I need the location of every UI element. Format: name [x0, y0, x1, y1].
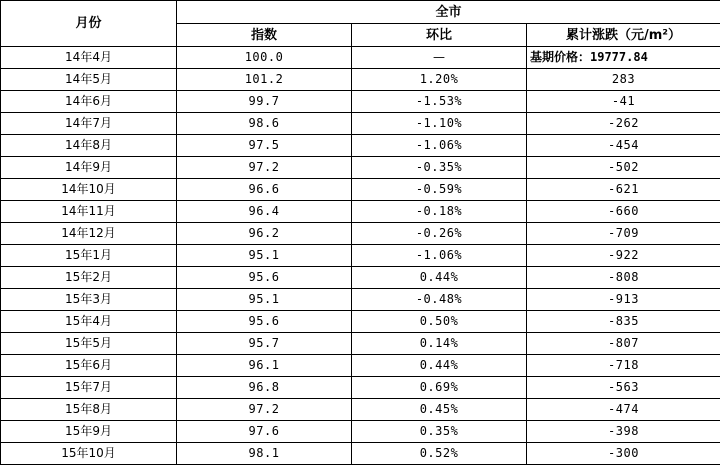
table-row	[1, 113, 720, 135]
mom-cell: -1.53%	[352, 91, 527, 113]
cumulative-cell: -474	[527, 399, 720, 421]
index-cell: 98.1	[177, 443, 352, 465]
table-row	[1, 421, 720, 443]
month-cell: 15年10月	[1, 443, 177, 465]
cumulative-column-header: 累计涨跌（元/m²）	[527, 24, 720, 47]
index-cell: 95.1	[177, 289, 352, 311]
table-row	[1, 333, 720, 355]
index-column-header: 指数	[177, 24, 352, 47]
cumulative-cell: -300	[527, 443, 720, 465]
index-cell: 100.0	[177, 47, 352, 69]
table-row	[1, 91, 720, 113]
table-row	[1, 179, 720, 201]
month-cell: 14年9月	[1, 157, 177, 179]
index-cell: 99.7	[177, 91, 352, 113]
mom-cell: 0.50%	[352, 311, 527, 333]
index-cell: 96.8	[177, 377, 352, 399]
table-row	[1, 355, 720, 377]
table-row	[1, 135, 720, 157]
header-row-top	[1, 1, 720, 24]
month-cell: 14年4月	[1, 47, 177, 69]
mom-cell: -1.10%	[352, 113, 527, 135]
index-cell: 97.6	[177, 421, 352, 443]
month-column-header: 月份	[1, 1, 177, 47]
cumulative-cell: -41	[527, 91, 720, 113]
month-cell: 15年7月	[1, 377, 177, 399]
cumulative-cell: -621	[527, 179, 720, 201]
table-row	[1, 267, 720, 289]
mom-column-header: 环比	[352, 24, 527, 47]
index-cell: 96.4	[177, 201, 352, 223]
index-cell: 96.2	[177, 223, 352, 245]
month-cell: 15年5月	[1, 333, 177, 355]
mom-cell: 0.52%	[352, 443, 527, 465]
month-cell: 15年4月	[1, 311, 177, 333]
base-price-cell: 基期价格：19777.84	[527, 47, 720, 69]
index-cell: 97.5	[177, 135, 352, 157]
mom-cell: -1.06%	[352, 135, 527, 157]
cumulative-cell: -398	[527, 421, 720, 443]
mom-cell: —	[352, 47, 527, 69]
month-cell: 14年12月	[1, 223, 177, 245]
index-cell: 95.1	[177, 245, 352, 267]
mom-cell: 0.14%	[352, 333, 527, 355]
mom-cell: 0.44%	[352, 355, 527, 377]
table-row	[1, 311, 720, 333]
month-cell: 14年6月	[1, 91, 177, 113]
cumulative-cell: -563	[527, 377, 720, 399]
cumulative-cell: -454	[527, 135, 720, 157]
cumulative-cell: -502	[527, 157, 720, 179]
cumulative-cell: -262	[527, 113, 720, 135]
cumulative-cell: 283	[527, 69, 720, 91]
table-row	[1, 47, 720, 69]
month-cell: 14年8月	[1, 135, 177, 157]
mom-cell: -0.35%	[352, 157, 527, 179]
mom-cell: 0.44%	[352, 267, 527, 289]
index-cell: 95.6	[177, 267, 352, 289]
table-body	[1, 47, 720, 465]
table-row	[1, 245, 720, 267]
table-row	[1, 201, 720, 223]
table-row	[1, 443, 720, 465]
index-cell: 98.6	[177, 113, 352, 135]
mom-cell: 0.69%	[352, 377, 527, 399]
cumulative-cell: -835	[527, 311, 720, 333]
month-cell: 15年6月	[1, 355, 177, 377]
index-cell: 101.2	[177, 69, 352, 91]
mom-cell: 0.45%	[352, 399, 527, 421]
mom-cell: -0.18%	[352, 201, 527, 223]
cumulative-cell: -922	[527, 245, 720, 267]
month-cell: 15年8月	[1, 399, 177, 421]
cumulative-cell: -660	[527, 201, 720, 223]
index-cell: 96.1	[177, 355, 352, 377]
city-group-header: 全市	[177, 1, 720, 24]
cumulative-cell: -913	[527, 289, 720, 311]
index-cell: 96.6	[177, 179, 352, 201]
month-cell: 14年11月	[1, 201, 177, 223]
index-cell: 97.2	[177, 399, 352, 421]
mom-cell: 1.20%	[352, 69, 527, 91]
table-row	[1, 69, 720, 91]
cumulative-cell: -807	[527, 333, 720, 355]
mom-cell: -0.26%	[352, 223, 527, 245]
cumulative-cell: -709	[527, 223, 720, 245]
table-row	[1, 223, 720, 245]
index-cell: 97.2	[177, 157, 352, 179]
table-row	[1, 399, 720, 421]
month-cell: 15年3月	[1, 289, 177, 311]
month-cell: 14年5月	[1, 69, 177, 91]
index-cell: 95.7	[177, 333, 352, 355]
mom-cell: -0.59%	[352, 179, 527, 201]
table-row	[1, 377, 720, 399]
mom-cell: -1.06%	[352, 245, 527, 267]
month-cell: 15年9月	[1, 421, 177, 443]
month-cell: 14年7月	[1, 113, 177, 135]
table-row	[1, 157, 720, 179]
index-cell: 95.6	[177, 311, 352, 333]
cumulative-cell: -808	[527, 267, 720, 289]
month-cell: 14年10月	[1, 179, 177, 201]
month-cell: 15年2月	[1, 267, 177, 289]
cumulative-cell: -718	[527, 355, 720, 377]
month-cell: 15年1月	[1, 245, 177, 267]
mom-cell: -0.48%	[352, 289, 527, 311]
table-row	[1, 289, 720, 311]
mom-cell: 0.35%	[352, 421, 527, 443]
